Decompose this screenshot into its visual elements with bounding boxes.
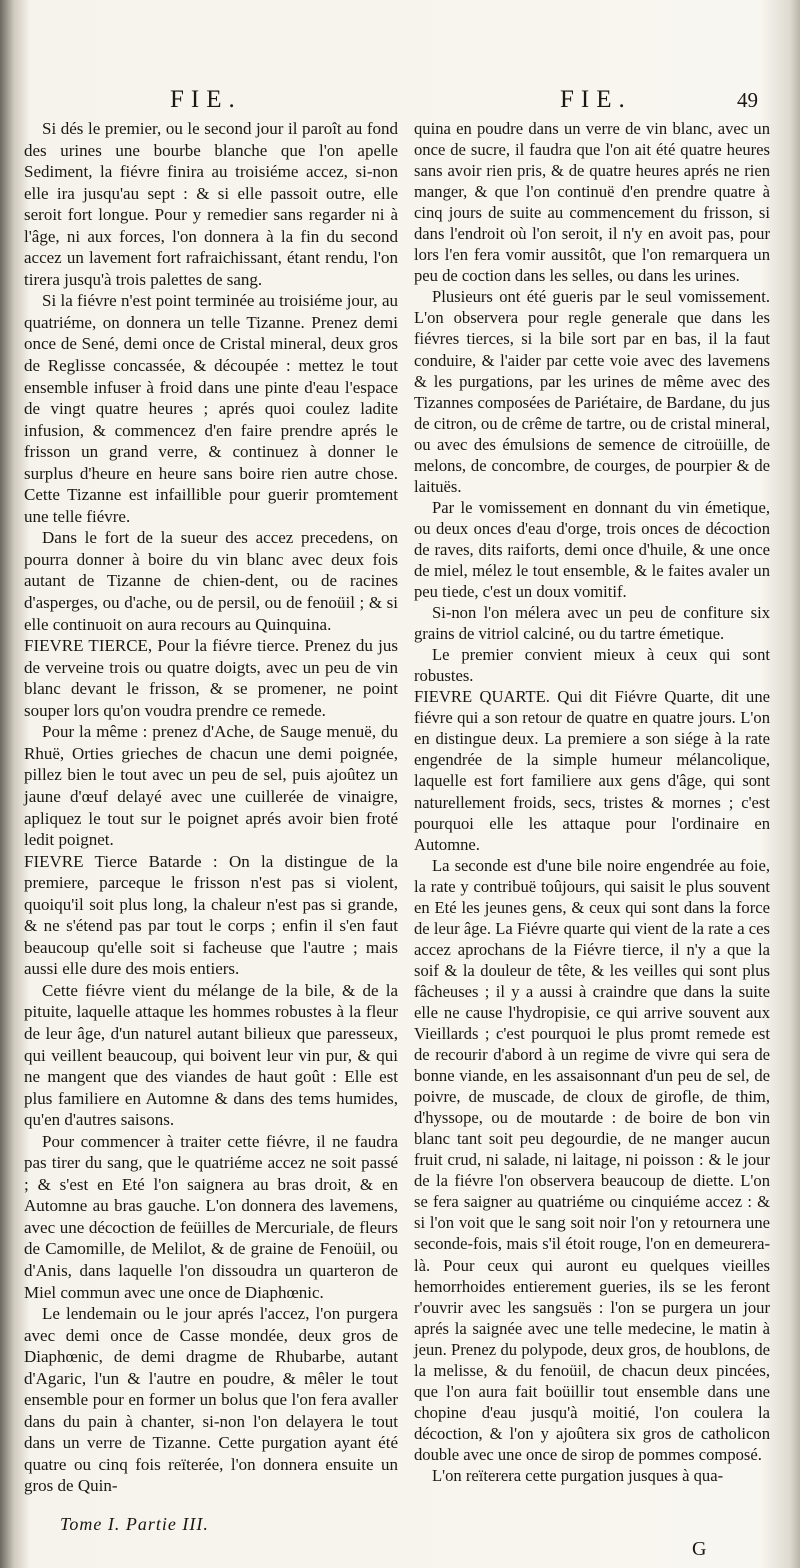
paragraph: Si dés le premier, ou le second jour il paroît au fond des urines une bourbe blanche que l'on apelle Sediment, la fiévre finira au troisiéme accez, si-non elle ira jusqu'au sept : & si elle passoit outre, elle seroit fort longue. Pour y remedier sans regarder ni à l'âge, ni aux forces, l'on donnera à la fin du second accez un lavement fort rafraichissant, étant rendu, l'on tirera jusqu'à trois palettes de sang. bbox=[24, 119, 398, 289]
paragraph: Cette fiévre vient du mélange de la bile, & de la pituite, laquelle attaque les hommes robustes à la fleur de leur âge, d'un naturel autant bilieux que paresseux, qui veillent beaucoup, qui boivent leur vin pur, & qui ne mangent que des viandes de haut goût : Elle est plus familiere en Automne & dans des tems humides, qu'en d'autres saisons. bbox=[24, 980, 398, 1130]
signature-mark: G bbox=[692, 1538, 707, 1560]
paragraph: Le lendemain ou le jour aprés l'accez, l'on purgera avec demi once de Casse mondée, deux gros de Diaphœnic, de demi dragme de Rhubarbe, autant d'Agaric, l'un & l'autre en poudre, & mêler le tout ensemble pour en former un bolus que l'on fera avaller dans du pain à chanter, si-non l'on delayera le tout dans un verre de Tizanne. Cette purgation ayant été quatre ou cinq fois reïterée, l'on donnera ensuite un gros de Quin- bbox=[24, 1304, 398, 1496]
paragraph: Pour commencer à traiter cette fiévre, il ne faudra pas tirer du sang, que le quatriéme accez ne soit passé ; & s'est en Eté l'on saignera au bras droit, & en Automne au bras gauche. L'on donnera des lavemens, avec une décoction de feüilles de Mercuriale, de fleurs de Camomille, de Melilot, & de graine de Fenoüil, ou d'Anis, dans laquelle l'on dissoudra un quarteron de Miel commun avec une once de Diaphœnic. bbox=[24, 1131, 398, 1302]
paragraph: FIEVRE Tierce Batarde : On la distingue de la premiere, parceque le frisson n'est pas si violent, quoiqu'il soit plus long, la chaleur n'est pas si grande, & ne s'étend pas par tout le corps ; enfin il s'en faut beaucoup qu'elle soit si facheuse que l'autre ; mais aussi elle dure des mois entiers. bbox=[24, 851, 398, 979]
paragraph: Pour la même : prenez d'Ache, de Sauge menuë, du Rhuë, Orties grieches de chacun une demi poignée, pillez bien le tout avec un peu de sel, puis ajoûtez un jaune d'œuf delayé avec une cuillerée de vinaigre, apliquez le tout sur le poignet aprés avoir bien froté ledit poignet. bbox=[24, 722, 398, 850]
paragraph: Dans le fort de la sueur des accez precedens, on pourra donner à boire du vin blanc avec deux fois autant de Tizanne de chien-dent, ou de racines d'asperges, ou d'ache, ou de persil, ou de fenoüil ; & si elle continuoit on aura recours au Quinquina. bbox=[24, 528, 398, 634]
paragraph: Plusieurs ont été gueris par le seul vomissement. L'on observera pour regle generale que dans les fiévres tierces, si la bile sort par en bas, il la faut conduire, & l'aider par cette voie avec des lavemens & les purgations, par les urines de même avec des Tizannes composées de Pariétaire, de Bardane, du jus de citron, ou de crême de tartre, ou de cristal mineral, ou avec des émulsions de semence de citroüille, de melons, de concombre, de courges, de pourpier & de laituës. bbox=[414, 287, 770, 496]
paragraph: FIEVRE TIERCE, Pour la fiévre tierce. Prenez du jus de verveine trois ou quatre doigts, avec un peu de vin blanc devant le frisson, & se promener, ne point souper lors qu'on voudra prendre ce remede. bbox=[24, 636, 398, 720]
paragraph: L'on reïterera cette purgation jusques à qua- bbox=[432, 1466, 724, 1485]
left-column bbox=[24, 118, 398, 1497]
running-head-left: FIE. bbox=[170, 86, 242, 113]
paragraph: Si la fiévre n'est point terminée au troisiéme jour, au quatriéme, on donnera un telle Tizanne. Prenez demi once de Sené, demi once de Cristal mineral, deux gros de Reglisse concassée, & découpée : mettez le tout ensemble infuser à froid dans une pinte d'eau l'espace de vingt quatre heures ; aprés quoi coulez ladite infusion, & commencez d'en faire prendre aprés le frisson un grand verre, & continuez à donner le surplus d'heure en heure sans boire rien autre chose. Cette Tizanne est infaillible pour guerir promtement une telle fiévre. bbox=[24, 291, 398, 526]
paragraph: La seconde est d'une bile noire engendrée au foie, la rate y contribuë toûjours, qui saisit le plus souvent en Eté les jeunes gens, & ceux qui sont dans la force de leur âge. La Fiévre quarte qui vient de la rate a ces accez aprochans de la Fiévre tierce, il n'y a que la soif & la douleur de tête, & les veilles qui sont plus fâcheuses ; il y a aussi à craindre que dans la suite elle ne cause l'hydropisie, ce qui arrive souvent aux Vieillards ; c'est pourquoi le plus promt remede est de recourir d'abord à un regime de vivre qui sera de bonne viande, en les assaisonnant d'un peu de sel, de poivre, de muscade, de cloux de girofle, de thim, d'hyssope, ou de moutarde : de boire de bon vin blanc tant soit peu degourdie, de ne manger aucun fruit crud, ni salade, ni laitage, ni poisson : & le jour de la fiévre l'on observera beaucoup de diette. L'on se fera saigner au quatriéme ou cinquiéme accez : & si l'on voit que le sang soit noir l'on y retournera une seconde-fois, mais s'il étoit rouge, l'on en demeurera-là. Pour ceux qui auront eu quelques vieilles hemorrhoides entierement gueries, ils se les feront r'ouvrir avec les sangsuës : l'on se purgera un jour aprés la saignée avec une telle medecine, le matin à jeun. Prenez du polypode, deux gros, de houblons, de la melisse, & du fenoüil, de chacun deux pincées, que l'on aura fait boüillir tout ensemble dans une chopine d'eau jusqu'à moitié, l'on coulera la décoction, & l'on y ajoûtera six gros de catholicon double avec une once de sirop de pommes composé. bbox=[414, 855, 770, 1464]
paragraph: quina en poudre dans un verre de vin blanc, avec un once de sucre, il faudra que l'on ait été quatre heures sans avoir rien pris, & de quatre heures aprés ne rien manger, & que l'on continuë d'en prendre quatre à cinq jours de suite au commencement du frisson, si dans l'endroit où l'on seroit, il n'y en avoit pas, pour lors l'en fera vomir aussitôt, que l'on remarquera un peu de coction dans les selles, ou dans les urines. bbox=[414, 119, 770, 286]
paragraph: Par le vomissement en donnant du vin émetique, ou deux onces d'eau d'orge, trois onces de décoction de raves, dits raiforts, demi once d'huile, & une once de miel, mélez le tout ensemble, & le faites avaler un peu tiede, c'est un doux vomitif. bbox=[414, 497, 770, 602]
right-column bbox=[414, 118, 770, 1486]
paragraph: Le premier convient mieux à ceux qui sont robustes. bbox=[414, 645, 770, 686]
volume-footer: Tome I. Partie III. bbox=[60, 1514, 209, 1534]
page-number: 49 bbox=[737, 88, 758, 112]
paragraph: FIEVRE QUARTE. Qui dit Fiévre Quarte, dit une fiévre qui a son retour de quatre en quatre jours. L'on en distingue deux. La premiere a son siége à la rate engendrée de la simple humeur mélancolique, laquelle est fort familiere aux gens d'âge, qui sont naturellement froids, secs, tristes & mornes ; c'est pourquoi elle les attaque pour l'ordinaire en Automne. bbox=[414, 687, 770, 854]
paragraph: Si-non l'on mélera avec un peu de confiture six grains de vitriol calciné, ou du tartre émetique. bbox=[414, 603, 770, 644]
running-head-right: FIE. bbox=[560, 86, 632, 113]
